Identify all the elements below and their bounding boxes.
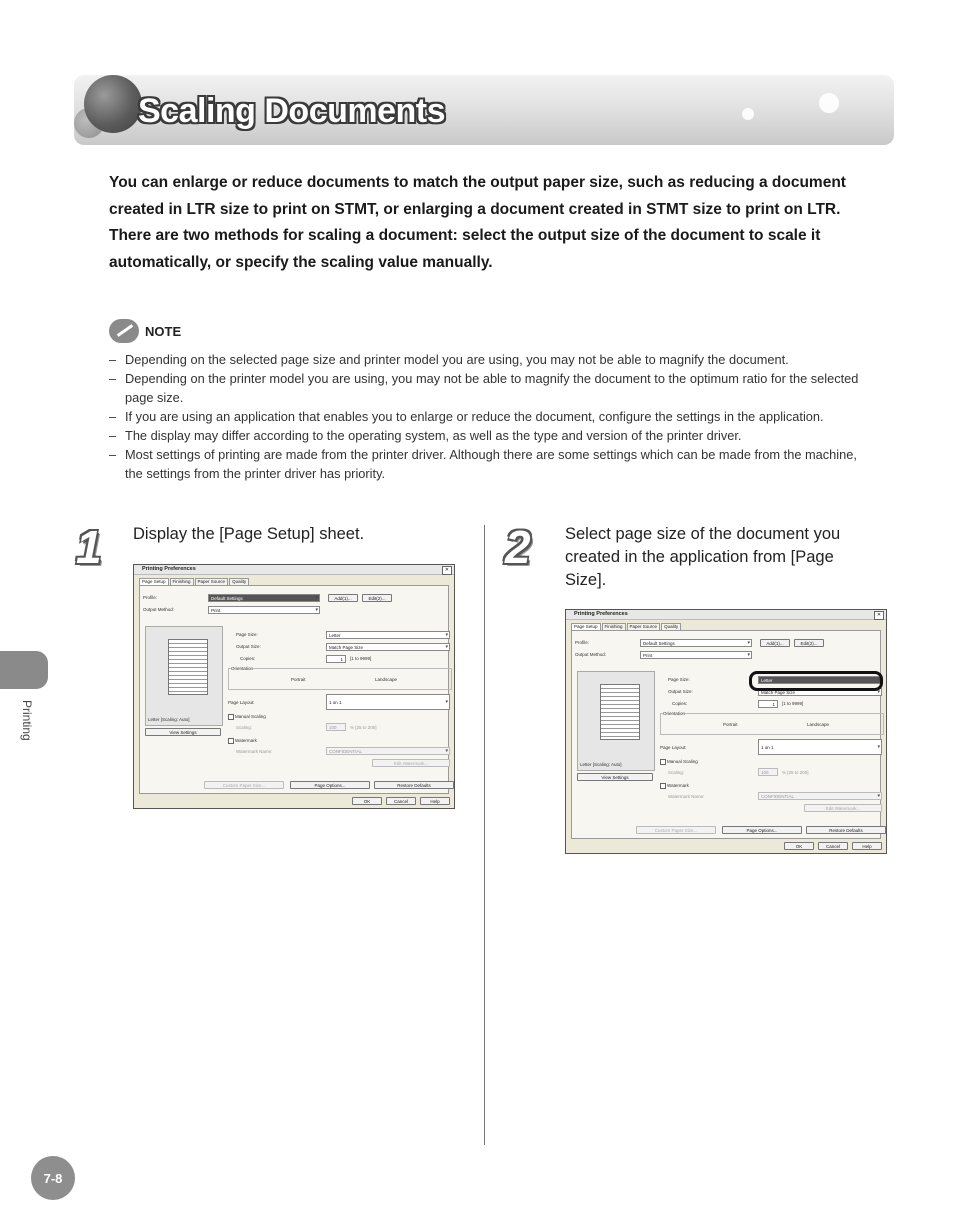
note-item: – If you are using an application that enables you to enlarge or reduce the document, configure the settings in the application. [109,407,869,426]
tab-finishing[interactable]: Finishing [602,623,626,630]
page-setup-panel [571,630,881,839]
banner-decoration [742,108,754,120]
profile-label: Profile: [575,640,590,645]
watermark-checkbox[interactable] [660,783,689,789]
copies-range: [1 to 9999] [782,701,804,706]
output-size-label: Output Size: [668,689,693,694]
help-button[interactable]: Help [420,797,450,805]
manual-scaling-label: Manual Scaling [667,759,698,765]
page-layout-select[interactable]: 1 on 1 ▾ [326,694,450,710]
tab-paper-source[interactable]: Paper Source [195,578,229,585]
page-size-label: Page Size: [668,677,690,682]
orientation-group [660,713,884,735]
note-item: – The display may differ according to the operating system, as well as the type and version of the printer driver. [109,426,869,445]
chapter-tab [0,651,48,689]
dialog-titlebar [134,565,454,575]
watermark-select[interactable]: CONFIDENTIAL ▾ [758,792,882,800]
close-button[interactable]: ✕ [442,566,452,575]
copies-label: Copies: [672,701,688,706]
watermark-label: Watermark [667,783,689,789]
scaling-label: Scaling: [668,770,685,775]
page-options-button[interactable]: Page Options... [722,826,802,834]
preview-caption: Letter [Scaling: Auto] [580,762,622,767]
scaling-label: Scaling: [236,725,253,730]
tab-quality[interactable]: Quality [661,623,681,630]
watermark-select[interactable]: CONFIDENTIAL ▾ [326,747,450,755]
watermark-name-label: Watermark Name: [668,794,705,799]
step-number: 2 [505,521,531,573]
intro-paragraph: There are two methods for scaling a document: select the output size of the document to scale it automatically, or specify the scaling value manually. [109,227,821,271]
printing-preferences-dialog [565,609,887,854]
page-size-select[interactable]: Letter ▾ [758,676,882,684]
view-settings-button[interactable]: View Settings [577,773,653,781]
edit-profile-button[interactable]: Edit(2)... [794,639,824,647]
layout-preview [577,671,655,771]
output-method-select[interactable]: Print ▾ [208,606,320,614]
intro-paragraph: You can enlarge or reduce documents to match the output paper size, such as reducing a document created in LTR size to print on STMT, or enlarging a document created in STMT size to print on LTR. [109,174,846,218]
edit-profile-button[interactable]: Edit(2)... [362,594,392,602]
note-header [109,319,181,343]
banner-decoration [819,93,839,113]
edit-watermark-button[interactable]: Edit Watermark... [804,804,882,812]
intro-text [109,170,869,276]
column-divider [484,525,485,1145]
restore-defaults-button[interactable]: Restore Defaults [806,826,886,834]
view-settings-button[interactable]: View Settings [145,728,221,736]
note-label: NOTE [145,323,182,339]
page-size-highlight [749,671,883,691]
pencil-icon [109,319,139,343]
step-instruction: Select page size of the document you created in the application from [Page Size]. [565,525,841,589]
page-layout-label: Page Layout: [228,700,255,705]
dialog-title: Printing Preferences [574,611,628,617]
tab-page-setup[interactable]: Page Setup [571,623,601,630]
dialog-tabs [139,578,249,585]
banner-orb-icon [84,75,142,133]
step-instruction: Display the [Page Setup] sheet. [133,525,365,543]
watermark-label: Watermark [235,738,257,744]
note-list [109,350,869,483]
cancel-button[interactable]: Cancel [818,842,848,850]
note-item: – Depending on the printer model you are using, you may not be able to magnify the document to the optimum ratio for the selected page size. [109,369,869,407]
profile-select[interactable]: Default Settings ▾ [640,639,752,647]
profile-label: Profile: [143,595,158,600]
chapter-label: Printing [20,700,34,741]
preview-page [168,639,208,695]
scaling-range: % [25 to 200] [350,725,377,730]
copies-label: Copies: [240,656,256,661]
watermark-name-label: Watermark Name: [236,749,273,754]
orientation-label: Orientation [231,666,254,671]
tab-finishing[interactable]: Finishing [170,578,194,585]
page-number: 7-8 [31,1156,75,1200]
tab-quality[interactable]: Quality [229,578,249,585]
page-title: Scaling Documents [138,92,446,130]
page-setup-panel [139,585,449,794]
dialog-titlebar [566,610,886,620]
add-profile-button[interactable]: Add(1)... [760,639,790,647]
page-options-button[interactable]: Page Options... [290,781,370,789]
watermark-checkbox[interactable] [228,738,257,744]
add-profile-button[interactable]: Add(1)... [328,594,358,602]
orientation-label: Orientation [663,711,686,716]
custom-paper-size-button[interactable]: Custom Paper Size... [636,826,716,834]
restore-defaults-button[interactable]: Restore Defaults [374,781,454,789]
preview-caption: Letter [Scaling: Auto] [148,717,190,722]
copies-input[interactable]: 1 [326,655,346,663]
output-method-select[interactable]: Print ▾ [640,651,752,659]
output-size-select[interactable]: Match Page Size ▾ [326,643,450,651]
manual-scaling-checkbox[interactable] [228,714,266,720]
portrait-option[interactable]: Portrait [291,677,306,682]
tab-page-setup[interactable]: Page Setup [139,578,169,585]
copies-input[interactable]: 1 [758,700,778,708]
custom-paper-size-button[interactable]: Custom Paper Size... [204,781,284,789]
orientation-group [228,668,452,690]
portrait-option[interactable]: Portrait [723,722,738,727]
output-method-label: Output Method: [575,652,607,657]
help-button[interactable]: Help [852,842,882,850]
output-size-select[interactable]: Match Page Size ▾ [758,688,882,696]
edit-watermark-button[interactable]: Edit Watermark... [372,759,450,767]
scaling-input[interactable]: 100 [758,768,778,776]
cancel-button[interactable]: Cancel [386,797,416,805]
page-layout-select[interactable]: 1 on 1 ▾ [758,739,882,755]
ok-button[interactable]: OK [784,842,814,850]
page-size-label: Page Size: [236,632,258,637]
copies-range: [1 to 9999] [350,656,372,661]
landscape-option[interactable]: Landscape [375,677,398,682]
dialog-tabs [571,623,681,630]
note-item: – Most settings of printing are made from the printer driver. Although there are some settings which can be made from the machine, the settings from the printer driver has priority. [109,445,869,483]
scaling-input[interactable]: 100 [326,723,346,731]
step-number: 1 [76,521,102,573]
profile-select[interactable]: Default Settings ▾ [208,594,320,602]
landscape-option[interactable]: Landscape [807,722,830,727]
tab-paper-source[interactable]: Paper Source [627,623,661,630]
manual-scaling-checkbox[interactable] [660,759,698,765]
output-method-label: Output Method: [143,607,175,612]
scaling-range: % [25 to 200] [782,770,809,775]
dialog-title: Printing Preferences [142,566,196,572]
layout-preview [145,626,223,726]
manual-scaling-label: Manual Scaling [235,714,266,720]
page-size-select[interactable]: Letter ▾ [326,631,450,639]
note-item: – Depending on the selected page size and printer model you are using, you may not be able to magnify the document. [109,350,869,369]
ok-button[interactable]: OK [352,797,382,805]
preview-page [600,684,640,740]
output-size-label: Output Size: [236,644,261,649]
printing-preferences-dialog [133,564,455,809]
page-layout-label: Page Layout: [660,745,687,750]
close-button[interactable]: ✕ [874,611,884,620]
